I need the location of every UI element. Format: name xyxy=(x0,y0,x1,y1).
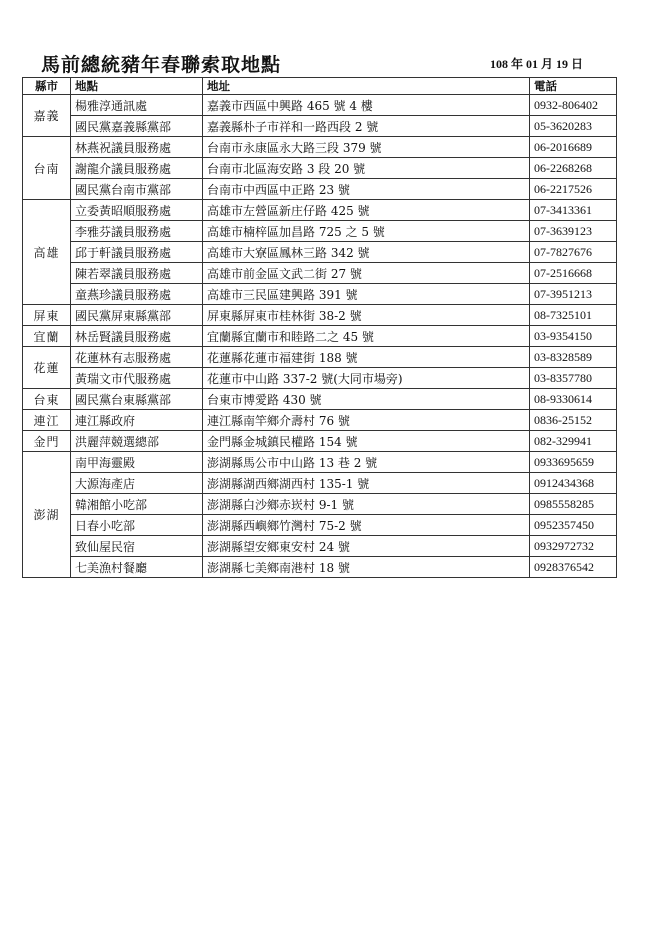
document-title: 馬前總統豬年春聯索取地點 xyxy=(41,54,282,76)
address-cell: 金門縣金城鎮民權路 154 號 xyxy=(203,431,530,452)
address-cell: 澎湖縣望安鄉東安村 24 號 xyxy=(203,536,530,557)
location-cell: 洪麗萍競選總部 xyxy=(71,431,203,452)
phone-cell: 07-2516668 xyxy=(530,263,617,284)
phone-cell: 06-2268268 xyxy=(530,158,617,179)
phone-cell: 07-3951213 xyxy=(530,284,617,305)
phone-cell: 0952357450 xyxy=(530,515,617,536)
phone-cell: 0932-806402 xyxy=(530,95,617,116)
document-date: 108 年 01 月 19 日 xyxy=(490,57,584,71)
address-cell: 澎湖縣湖西鄉湖西村 135-1 號 xyxy=(203,473,530,494)
address-cell: 宜蘭縣宜蘭市和睦路二之 45 號 xyxy=(203,326,530,347)
location-cell: 謝龍介議員服務處 xyxy=(71,158,203,179)
table-row xyxy=(23,368,617,389)
address-cell: 嘉義市西區中興路 465 號 4 樓 xyxy=(203,95,530,116)
address-cell: 澎湖縣西嶼鄉竹灣村 75-2 號 xyxy=(203,515,530,536)
phone-cell: 03-9354150 xyxy=(530,326,617,347)
county-cell: 花蓮 xyxy=(23,347,71,389)
table-row xyxy=(23,116,617,137)
table-row xyxy=(23,494,617,515)
county-cell: 嘉義 xyxy=(23,95,71,137)
address-cell: 台南市北區海安路 3 段 20 號 xyxy=(203,158,530,179)
county-cell: 高雄 xyxy=(23,200,71,305)
address-cell: 屏東縣屏東市桂林街 38-2 號 xyxy=(203,305,530,326)
location-cell: 國民黨台東縣黨部 xyxy=(71,389,203,410)
location-cell: 國民黨嘉義縣黨部 xyxy=(71,116,203,137)
phone-cell: 07-7827676 xyxy=(530,242,617,263)
locations-table xyxy=(22,77,617,578)
phone-cell: 03-8328589 xyxy=(530,347,617,368)
phone-cell: 06-2016689 xyxy=(530,137,617,158)
county-cell: 金門 xyxy=(23,431,71,452)
table-row xyxy=(23,221,617,242)
phone-cell: 07-3639123 xyxy=(530,221,617,242)
table-row xyxy=(23,410,617,431)
table-row xyxy=(23,326,617,347)
location-cell: 邱于軒議員服務處 xyxy=(71,242,203,263)
location-cell: 致仙屋民宿 xyxy=(71,536,203,557)
phone-cell: 0912434368 xyxy=(530,473,617,494)
location-cell: 花蓮林有志服務處 xyxy=(71,347,203,368)
table-row xyxy=(23,242,617,263)
table-row xyxy=(23,263,617,284)
address-cell: 嘉義縣朴子市祥和一路西段 2 號 xyxy=(203,116,530,137)
phone-cell: 0932972732 xyxy=(530,536,617,557)
address-cell: 花蓮縣花蓮市福建街 188 號 xyxy=(203,347,530,368)
location-cell: 七美漁村餐廳 xyxy=(71,557,203,578)
phone-cell: 03-8357780 xyxy=(530,368,617,389)
table-row xyxy=(23,158,617,179)
phone-cell: 07-3413361 xyxy=(530,200,617,221)
location-cell: 立委黃昭順服務處 xyxy=(71,200,203,221)
table-row xyxy=(23,95,617,116)
header-phone: 電話 xyxy=(530,78,617,95)
table-body xyxy=(23,95,617,578)
address-cell: 台東市博愛路 430 號 xyxy=(203,389,530,410)
address-cell: 高雄市楠梓區加昌路 725 之 5 號 xyxy=(203,221,530,242)
county-cell: 澎湖 xyxy=(23,452,71,578)
location-cell: 國民黨屏東縣黨部 xyxy=(71,305,203,326)
county-cell: 連江 xyxy=(23,410,71,431)
address-cell: 高雄市大寮區鳳林三路 342 號 xyxy=(203,242,530,263)
location-cell: 童燕珍議員服務處 xyxy=(71,284,203,305)
location-cell: 南甲海靈殿 xyxy=(71,452,203,473)
location-cell: 韓湘館小吃部 xyxy=(71,494,203,515)
table-row xyxy=(23,473,617,494)
location-cell: 大源海產店 xyxy=(71,473,203,494)
table-row xyxy=(23,284,617,305)
address-cell: 澎湖縣七美鄉南港村 18 號 xyxy=(203,557,530,578)
phone-cell: 0836-25152 xyxy=(530,410,617,431)
county-cell: 台東 xyxy=(23,389,71,410)
address-cell: 澎湖縣白沙鄉赤崁村 9-1 號 xyxy=(203,494,530,515)
table-row xyxy=(23,431,617,452)
phone-cell: 05-3620283 xyxy=(530,116,617,137)
table-row xyxy=(23,452,617,473)
phone-cell: 082-329941 xyxy=(530,431,617,452)
county-cell: 台南 xyxy=(23,137,71,200)
address-cell: 高雄市前金區文武二街 27 號 xyxy=(203,263,530,284)
address-cell: 台南市永康區永大路三段 379 號 xyxy=(203,137,530,158)
address-cell: 連江縣南竿鄉介壽村 76 號 xyxy=(203,410,530,431)
phone-cell: 08-7325101 xyxy=(530,305,617,326)
location-cell: 黃瑞文市代服務處 xyxy=(71,368,203,389)
county-cell: 屏東 xyxy=(23,305,71,326)
table-row xyxy=(23,347,617,368)
table-row xyxy=(23,515,617,536)
table-row xyxy=(23,137,617,158)
location-cell: 林燕祝議員服務處 xyxy=(71,137,203,158)
location-cell: 連江縣政府 xyxy=(71,410,203,431)
table-header-row xyxy=(23,78,617,95)
phone-cell: 0985558285 xyxy=(530,494,617,515)
table-row xyxy=(23,536,617,557)
location-cell: 陳若翠議員服務處 xyxy=(71,263,203,284)
location-cell: 楊雅淳通訊處 xyxy=(71,95,203,116)
header-location: 地點 xyxy=(71,78,203,95)
location-cell: 日春小吃部 xyxy=(71,515,203,536)
address-cell: 花蓮市中山路 337-2 號(大同市場旁) xyxy=(203,368,530,389)
header-county: 縣市 xyxy=(23,78,71,95)
address-cell: 高雄市左營區新庄仔路 425 號 xyxy=(203,200,530,221)
phone-cell: 0933695659 xyxy=(530,452,617,473)
address-cell: 澎湖縣馬公市中山路 13 巷 2 號 xyxy=(203,452,530,473)
location-cell: 李雅芬議員服務處 xyxy=(71,221,203,242)
table-row xyxy=(23,557,617,578)
phone-cell: 06-2217526 xyxy=(530,179,617,200)
table-row xyxy=(23,179,617,200)
phone-cell: 0928376542 xyxy=(530,557,617,578)
header-address: 地址 xyxy=(203,78,530,95)
address-cell: 高雄市三民區建興路 391 號 xyxy=(203,284,530,305)
table-row xyxy=(23,200,617,221)
table-row xyxy=(23,305,617,326)
address-cell: 台南市中西區中正路 23 號 xyxy=(203,179,530,200)
county-cell: 宜蘭 xyxy=(23,326,71,347)
phone-cell: 08-9330614 xyxy=(530,389,617,410)
table-row xyxy=(23,389,617,410)
location-cell: 國民黨台南市黨部 xyxy=(71,179,203,200)
location-cell: 林岳賢議員服務處 xyxy=(71,326,203,347)
